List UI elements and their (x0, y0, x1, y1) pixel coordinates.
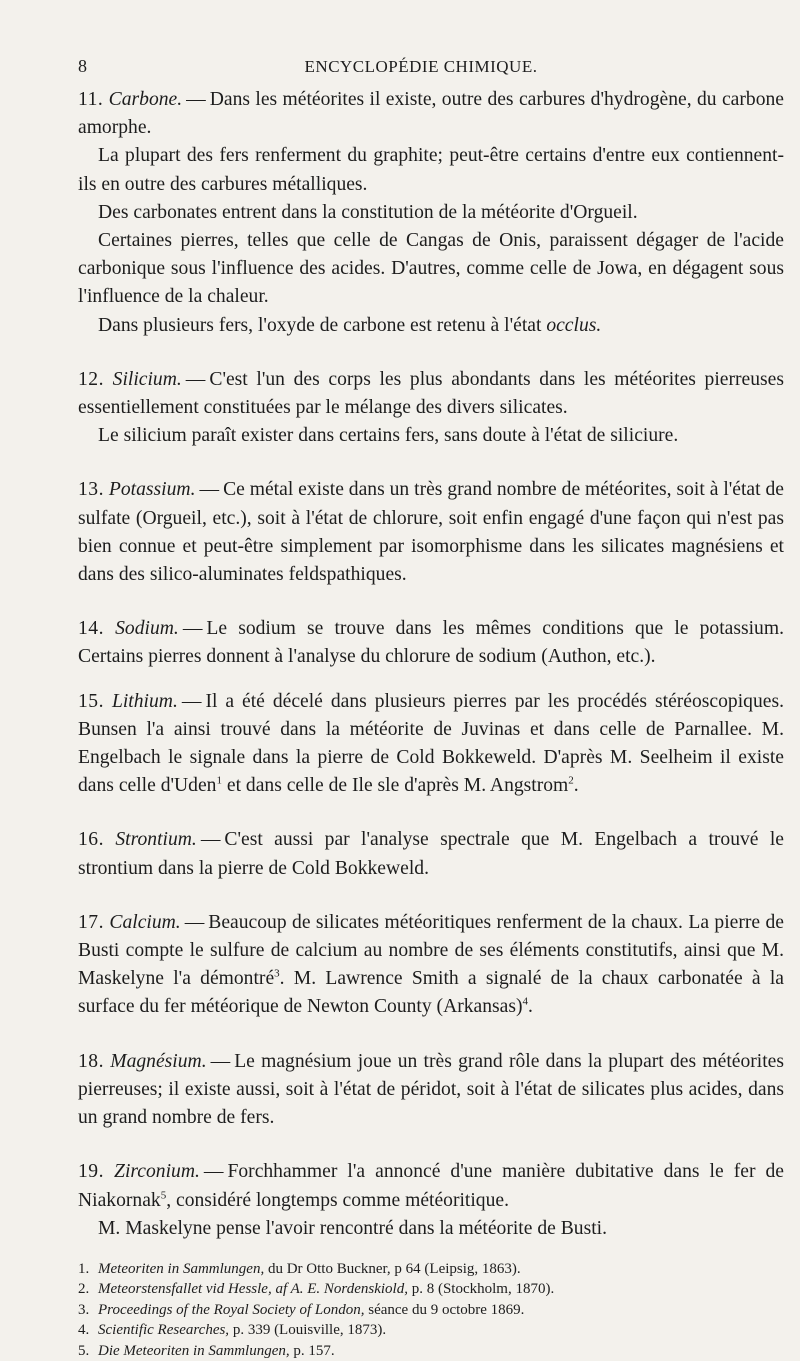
section-lithium (78, 688, 784, 801)
punctuation: . (528, 996, 533, 1018)
footnote (78, 1300, 784, 1321)
section-number: 14. (78, 618, 104, 640)
element-name: Carbone. (108, 89, 183, 110)
section-sodium (78, 615, 784, 671)
page-number: 8 (78, 56, 88, 76)
paragraph-text: et dans celle de Ile sle d'après M. Angstrom (221, 775, 569, 797)
element-name: Zirconium. (114, 1161, 200, 1183)
running-title: ENCYCLOPÉDIE CHIMIQUE. (304, 57, 538, 76)
paragraph: 16. Strontium. — C'est aussi par l'analyse spectrale que M. Engelbach a trouvé le strontium dans la pierre de Cold Bokkeweld. (78, 829, 784, 879)
section-number: 18. (78, 1050, 104, 1072)
section-number: 13. (78, 479, 104, 501)
element-name: Silicium. (112, 368, 182, 390)
paragraph: Le silicium paraît exister dans certains fers, sans doute à l'état de siliciure. (98, 425, 679, 447)
paragraph-text: Le magnésium joue un très grand rôle dans la plupart des météorites pierreuses; il existe aussi, soit à l'état de péridot, soit à l'état de silicates plus acides, dans un grand nombre de fers. (78, 1050, 784, 1129)
paragraph-text: C'est l'un des corps les plus abondants dans les météorites pierreuses essentiellement constituées par le mélange des divers silicates. (78, 368, 784, 419)
paragraph-text: Dans les météorites il existe, outre des carbures d'hydrogène, du carbone amorphe. (78, 89, 784, 139)
paragraph-text: Beaucoup de silicates météoritiques renferment de la chaux. La pierre de Busti compte le sulfure de calcium au nombre de ses éléments constitutifs, ainsi que M. Maskelyne l'a démontré (78, 911, 784, 990)
section-calcium (78, 909, 784, 1022)
section-number: 11. (78, 89, 104, 110)
paragraph: Certaines pierres, telles que celle de Cangas de Onis, paraissent dégager de l'acide carbonique sous l'influence des acides. D'autres, comme celle de Jowa, en dégagent sous l'influence de la chaleur. (78, 230, 784, 308)
paragraph-text: Dans plusieurs fers, l'oxyde de carbone est retenu à l'état (98, 314, 547, 336)
section-potassium (78, 476, 784, 589)
section-number: 19. (78, 1161, 104, 1183)
paragraph: 15. Lithium. — Il a été décelé dans plusieurs pierres par les procédés stéréoscopiques. Bunsen l'a ainsi trouvé dans la météorite de Juvinas et dans celle de Parnallee. M. Engelbach le signale dans la pierre de Cold Bokkeweld. D'après M. Seelheim il existe dans celle d'Uden$^1$ et dans celle de Ile sle d'après M. Angstrom$^2$. (78, 690, 784, 797)
section-magnesium (78, 1048, 784, 1133)
section-silicium (78, 366, 784, 451)
footnote-source: Meteoriten in Sammlungen, (98, 1260, 265, 1277)
section-number: 15. (78, 690, 104, 712)
section-number: 17. (78, 911, 104, 933)
paragraph: 12. Silicium. — C'est l'un des corps les plus abondants dans les météorites pierreuses essentiellement constituées par le mélange des divers silicates. (78, 368, 784, 419)
paragraph: 17. Calcium. — Beaucoup de silicates météoritiques renferment de la chaux. La pierre de Busti compte le sulfure de calcium au nombre de ses éléments constitutifs, ainsi que M. Maskelyne l'a démontré$^3$. M. Lawrence Smith a signalé de la chaux carbonatée à la surface du fer météorique de Newton County (Arkansas)$^4$. (78, 911, 785, 1018)
footnote-number: 4. (78, 1322, 90, 1339)
footnote-ref[interactable]: 4 (522, 995, 529, 1008)
footnote-number: 5. (78, 1342, 90, 1359)
footnote-source: Die Meteoriten in Sammlungen, (98, 1342, 290, 1359)
footnotes (78, 1259, 784, 1361)
paragraph (78, 312, 784, 340)
footnote-source: Meteorstensfallet vid Hessle, af A. E. Nordenskiold, (98, 1281, 408, 1298)
footnote-ref[interactable]: 5 (160, 1188, 167, 1201)
paragraph: Des carbonates entrent dans la constitution de la météorite d'Orgueil. (98, 201, 638, 223)
footnote-number: 2. (78, 1281, 90, 1298)
paragraph-text: Le sodium se trouve dans les mêmes conditions que le potassium. Certains pierres donnent à l'analyse du chlorure de sodium (Authon, etc.). (78, 618, 784, 668)
section-number: 12. (78, 368, 104, 390)
footnote-text: séance du 9 octobre 1869. (364, 1301, 525, 1318)
punctuation: . (573, 775, 579, 797)
footnote (78, 1279, 784, 1300)
paragraph: La plupart des fers renferment du graphite; peut-être certains d'entre eux contiennent-ils en outre des carbures métalliques. (78, 145, 784, 195)
paragraph-text: Forchhammer l'a annoncé d'une manière dubitative dans le fer de Niakornak (78, 1161, 785, 1211)
section-zirconium (78, 1158, 784, 1243)
footnote-ref[interactable]: 2 (568, 774, 574, 787)
paragraph-text: , considéré longtemps comme météoritique. (166, 1189, 509, 1211)
element-name: Calcium. (109, 911, 181, 933)
paragraph: 14. Sodium. — Le sodium se trouve dans les mêmes conditions que le potassium. Certains pierres donnent à l'analyse du chlorure de sodium (Authon, etc.). (78, 618, 784, 668)
paragraph-text: C'est aussi par l'analyse spectrale que M. Engelbach a trouvé le strontium dans la pierre de Cold Bokkeweld. (78, 829, 784, 879)
paragraph: M. Maskelyne pense l'avoir rencontré dans la météorite de Busti. (98, 1217, 608, 1239)
footnote (78, 1320, 784, 1341)
footnote-ref[interactable]: 1 (216, 774, 222, 787)
element-name: Lithium. (111, 690, 178, 712)
footnote-source: Scientific Researches, (98, 1322, 230, 1339)
paragraph: 11. Carbone. — Dans les météorites il existe, outre des carbures d'hydrogène, du carbone amorphe. (78, 89, 784, 139)
footnote-source: Proceedings of the Royal Society of London, (98, 1301, 365, 1318)
footnote (78, 1341, 784, 1361)
element-name: Potassium. (108, 479, 196, 501)
element-name: Sodium. (115, 618, 179, 640)
section-carbone (78, 86, 784, 340)
element-name: Strontium. (115, 829, 197, 851)
footnote-number: 1. (78, 1260, 90, 1277)
paragraph-text: . M. Lawrence Smith a signalé de la chaux carbonatée à la surface du fer météorique de Newton County (Arkansas) (78, 968, 785, 1018)
footnote-text: du Dr Otto Buckner, p 64 (Leipsig, 1863). (264, 1260, 521, 1277)
page-header (78, 56, 784, 86)
italic-term: occlus. (546, 314, 602, 336)
footnote-text: p. 8 (Stockholm, 1870). (407, 1281, 555, 1298)
paragraph: 18. Magnésium. — Le magnésium joue un très grand rôle dans la plupart des météorites pierreuses; il existe aussi, soit à l'état de péridot, soit à l'état de silicates plus acides, dans un grand nombre de fers. (78, 1050, 784, 1129)
footnote-ref[interactable]: 3 (274, 967, 280, 980)
section-number: 16. (78, 829, 104, 851)
footnote-text: p. 339 (Louisville, 1873). (229, 1322, 387, 1339)
paragraph-text: Il a été décelé dans plusieurs pierres par les procédés stéréoscopiques. Bunsen l'a ainsi trouvé dans la météorite de Juvinas et dans celle de Parnallee. M. Engelbach le signale dans la pierre de Cold Bokkeweld. D'après M. Seelheim il existe dans celle d'Uden (78, 690, 784, 797)
footnote-number: 3. (78, 1301, 90, 1318)
section-strontium (78, 826, 784, 882)
element-name: Magnésium. (110, 1050, 207, 1072)
paragraph-text: Ce métal existe dans un très grand nombre de météorites, soit à l'état de sulfate (Orgueil, etc.), soit à l'état de chlorure, soit enfin engagé d'une façon qui n'est pas bien connue et peut-être simplement par isomorphisme dans les silicates magnésiens et dans des silico-aluminates feldspathiques. (78, 479, 784, 586)
footnote-text: p. 157. (289, 1342, 335, 1359)
paragraph: 13. Potassium. — Ce métal existe dans un très grand nombre de météorites, soit à l'état de sulfate (Orgueil, etc.), soit à l'état de chlorure, soit enfin engagé d'une façon qui n'est pas bien connue et peut-être simplement par isomorphisme dans les silicates magnésiens et dans des silico-aluminates feldspathiques. (78, 479, 784, 586)
paragraph: 19. Zirconium. — Forchhammer l'a annoncé d'une manière dubitative dans le fer de Niakornak$^5$, considéré longtemps comme météoritique. (78, 1161, 785, 1211)
footnote (78, 1259, 784, 1280)
